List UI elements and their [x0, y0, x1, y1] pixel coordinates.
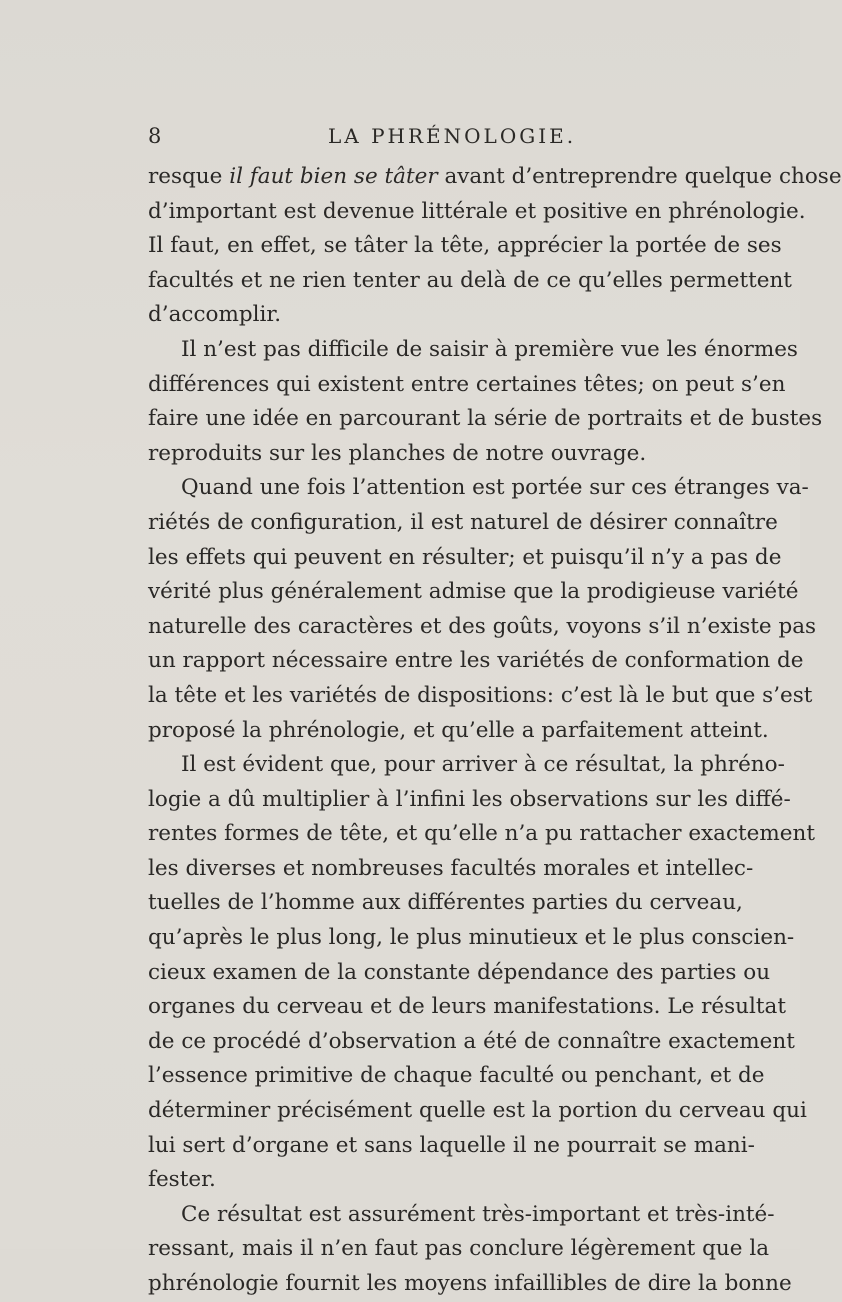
- text-line: rentes formes de tête, et qu’elle n’a pu rattacher exactement: [148, 821, 815, 847]
- text-line: logie a dû multiplier à l’infini les observations sur les diffé-: [148, 786, 791, 812]
- text-line: phrénologie fournit les moyens infaillibles de dire la bonne: [148, 1271, 792, 1296]
- text-line: déterminer précisément quelle est la portion du cerveau qui: [148, 1098, 807, 1124]
- body-text: [148, 160, 842, 1302]
- text-line: fester.: [148, 1167, 216, 1193]
- page-number: 8: [148, 124, 163, 148]
- text-line: Quand une fois l’attention est portée sur ces étranges va-: [181, 475, 809, 501]
- text-line: Ce résultat est assurément très-important et très-inté-: [181, 1201, 775, 1227]
- text-line: un rapport nécessaire entre les variétés de conformation de: [148, 648, 804, 674]
- text-line: cieux examen de la constante dépendance des parties ou: [148, 959, 771, 985]
- text-line: d’important est devenue littérale et positive en phrénologie.: [148, 198, 806, 224]
- text-line: les effets qui peuvent en résulter; et puisqu’il n’y a pas de: [148, 544, 782, 570]
- text-line: Il est évident que, pour arriver à ce résultat, la phréno-: [181, 752, 785, 778]
- text-line: resque il faut bien se tâter avant d’entreprendre quelque chose: [148, 164, 842, 189]
- text-line: l’essence primitive de chaque faculté ou penchant, et de: [148, 1063, 765, 1089]
- text-line: la tête et les variétés de dispositions: c’est là le but que s’est: [148, 682, 813, 708]
- text-line: naturelle des caractères et des goûts, voyons s’il n’existe pas: [148, 613, 817, 639]
- text-line: différences qui existent entre certaines têtes; on peut s’en: [148, 371, 786, 397]
- text-line: Il n’est pas difficile de saisir à première vue les énormes: [181, 336, 798, 362]
- running-head: [148, 120, 683, 154]
- text-line: de ce procédé d’observation a été de connaître exactement: [148, 1028, 795, 1054]
- text-line: les diverses et nombreuses facultés morales et intellec-: [148, 855, 754, 881]
- text-line: riétés de configuration, il est naturel de désirer connaître: [148, 509, 778, 535]
- italic-phrase: il faut bien se tâter: [229, 164, 438, 189]
- text-line: d’accomplir.: [148, 302, 282, 328]
- text-line: tuelles de l’homme aux différentes parties du cerveau,: [148, 890, 743, 916]
- text-line: qu’après le plus long, le plus minutieux et le plus conscien-: [148, 925, 795, 951]
- text-line: faire une idée en parcourant la série de portraits et de bustes: [148, 406, 823, 432]
- text-line: facultés et ne rien tenter au delà de ce qu’elles permettent: [148, 267, 792, 293]
- text-line: organes du cerveau et de leurs manifestations. Le résultat: [148, 994, 787, 1020]
- text-line: reproduits sur les planches de notre ouvrage.: [148, 440, 647, 466]
- text-line: vérité plus généralement admise que la prodigieuse variété: [148, 579, 799, 605]
- text-line: ressant, mais il n’en faut pas conclure légèrement que la: [148, 1236, 770, 1262]
- text-line: proposé la phrénologie, et qu’elle a parfaitement atteint.: [148, 717, 769, 743]
- text-line: lui sert d’organe et sans laquelle il ne pourrait se mani-: [148, 1132, 755, 1158]
- running-title: LA PHRÉNOLOGIE.: [328, 124, 577, 148]
- text-line: Il faut, en effet, se tâter la tête, apprécier la portée de ses: [148, 233, 782, 259]
